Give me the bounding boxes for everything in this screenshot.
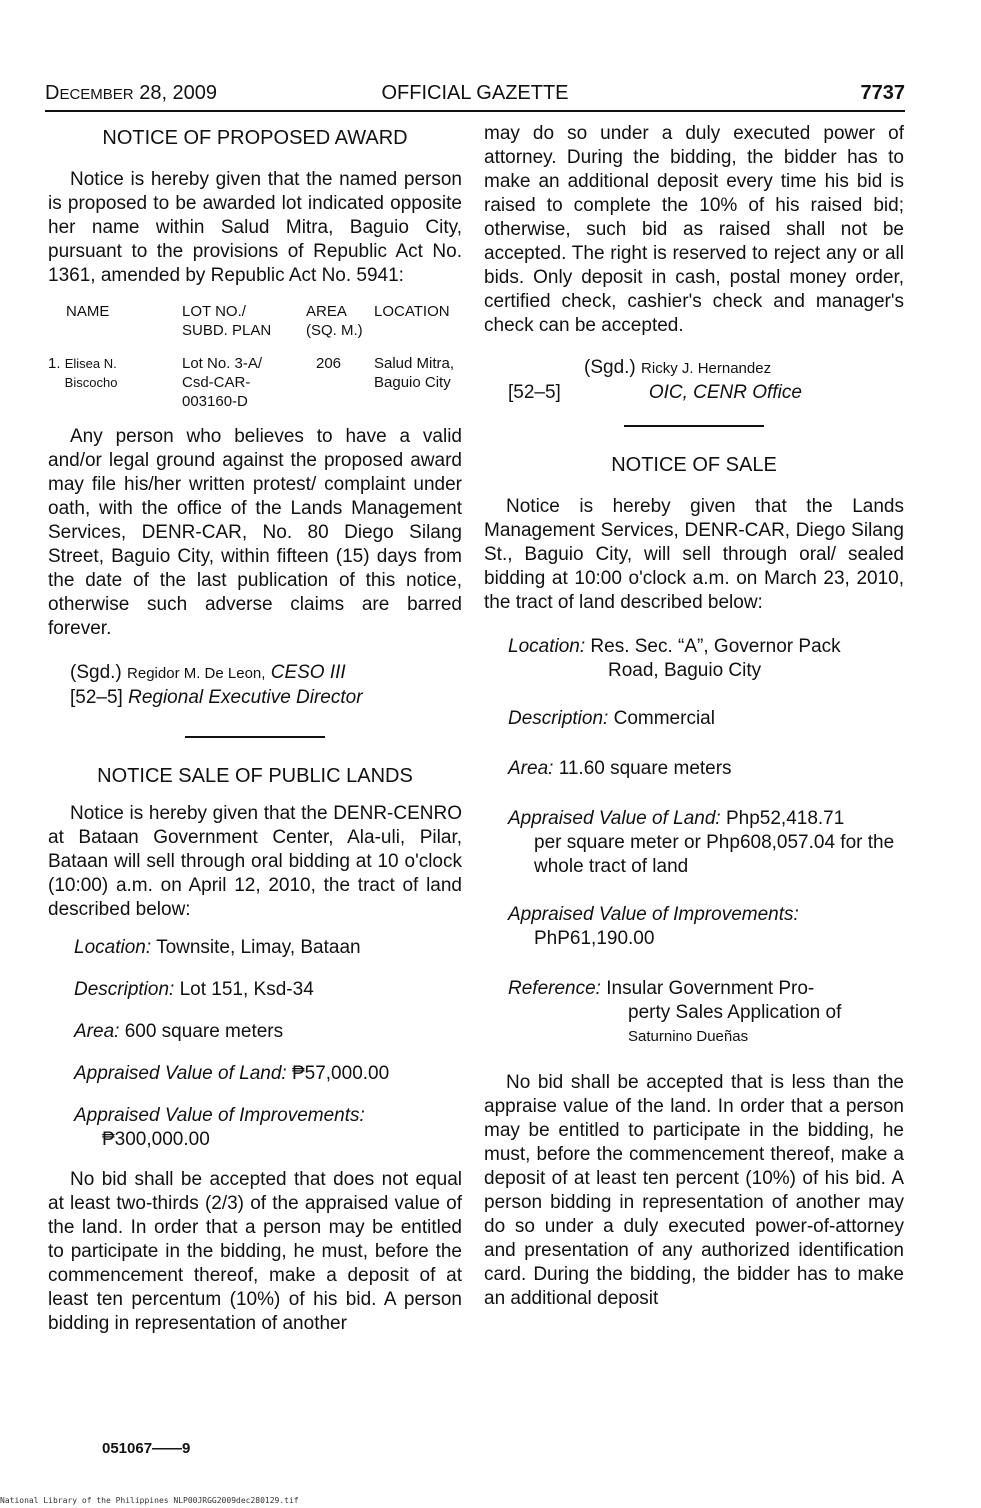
publication-title: OFFICIAL GAZETTE: [381, 82, 569, 104]
row-loc-line1: Salud Mitra,: [374, 355, 455, 372]
sale-land-value-amount: Php52,418.71: [725, 808, 845, 829]
sale-location: [508, 635, 904, 683]
public-land-value-label: Appraised Value of Land:: [74, 1063, 287, 1084]
page-header: [45, 80, 905, 112]
sale-land-value-detail: per square meter or Php608,057.04 for the whole tract of land: [534, 832, 895, 877]
col-name: NAME: [66, 303, 110, 320]
row-name-line1: Elisea N.: [64, 356, 117, 371]
award-body: Any person who believes to have a valid and/or legal ground against the proposed award may file his/her written protest/ complaint under oath, with the office of the Lands Management Services, DENR-CAR, No. 80 Diego Silang Street, Baguio City, within fifteen (15) days from the date of the last publication of this notice, otherwise such adverse claims are barred forever.: [48, 426, 462, 639]
public-description-value: Lot 151, Ksd-34: [179, 979, 314, 1000]
cenr-signatory: Ricky J. Hernandez: [641, 360, 772, 377]
row-loc-line2: Baguio City: [374, 374, 451, 391]
sale-description: [508, 707, 904, 731]
public-area-value: 600 square meters: [124, 1021, 284, 1042]
public-improvements-value: [74, 1104, 462, 1152]
col-lot-line2: SUBD. PLAN: [182, 322, 272, 339]
award-signatory-title: Regional Executive Director: [128, 687, 363, 708]
public-area-label: Area:: [74, 1021, 120, 1042]
cell-area: 206: [316, 355, 342, 372]
issue-date-initial: D: [45, 82, 60, 104]
issue-date-day-year: 28, 2009: [133, 82, 218, 104]
award-signature-line1: [48, 661, 462, 686]
public-lands-body: No bid shall be accepted that does not equal at least two-thirds (2/3) of the appraised value of the land. In order that a person may be entitled to participate in the bidding, he must, before the commencement thereof, make a deposit of at least ten percentum (10%) of his bid. A person bidding in representation of another: [48, 1169, 462, 1334]
public-lands-title: NOTICE SALE OF PUBLIC LANDS: [97, 765, 413, 787]
public-improvements-label: Appraised Value of Improvements:: [74, 1105, 365, 1126]
public-land-value: [74, 1062, 462, 1086]
cenr-sgd: (Sgd.): [584, 357, 636, 378]
award-sgd: (Sgd.): [70, 662, 122, 683]
award-table: [48, 302, 462, 411]
col-lot: [182, 302, 306, 354]
col-lot-line1: LOT NO./: [182, 303, 246, 320]
footer-code: 051067——9: [102, 1440, 191, 1457]
library-stamp: National Library of the Philippines NLP00JRGG2009dec280129.tif: [0, 1496, 299, 1505]
sale-improvements-amount: PhP61,190.00: [534, 928, 655, 949]
public-description: [74, 978, 462, 1002]
award-signature: [48, 661, 462, 710]
sale-area-label: Area:: [508, 758, 554, 779]
public-improvements-amount: ₱300,000.00: [102, 1129, 210, 1150]
issue-date-month: ECEMBER: [59, 86, 134, 103]
award-title: NOTICE OF PROPOSED AWARD: [102, 127, 408, 149]
cell-lot: [182, 354, 306, 411]
sale-description-value: Commercial: [613, 708, 715, 729]
sale-location-line1: Res. Sec. “A”, Governor Pack: [590, 636, 841, 657]
sale-improvements-value: [508, 903, 904, 951]
award-ceso: CESO III: [270, 662, 346, 683]
section-divider: [624, 425, 764, 427]
cenr-ref: [52–5]: [508, 382, 561, 403]
public-land-value-amount: ₱57,000.00: [291, 1063, 390, 1084]
sale-area-value: 11.60 square meters: [558, 758, 732, 779]
page-number: 7737: [860, 82, 905, 104]
sale-body: No bid shall be accepted that is less than the appraise value of the land. In order that a person may be entitled to participate in the bidding, he must, before the commencement thereof, make a deposit of at least ten percent (10%) of his bid. A person bidding in representation of another may do so under a duly executed power-of-attorney and presentation of any authorized identification card. During the bidding, the bidder has to make an additional deposit: [484, 1072, 904, 1309]
cell-location: [374, 354, 462, 411]
sale-title: NOTICE OF SALE: [611, 454, 777, 476]
left-column: [48, 122, 462, 1336]
sale-description-label: Description:: [508, 708, 609, 729]
award-signature-line2: [48, 686, 462, 710]
sale-reference: [508, 977, 904, 1049]
cenr-signature-line2: [484, 381, 904, 405]
public-description-label: Description:: [74, 979, 175, 1000]
public-location-value: Townsite, Limay, Bataan: [156, 937, 361, 958]
sale-reference-line1: Insular Government Pro-: [606, 978, 815, 999]
sale-location-line2: Road, Baguio City: [608, 660, 762, 681]
award-table-header: [48, 302, 462, 354]
public-location-label: Location:: [74, 937, 152, 958]
sale-reference-line2: perty Sales Application of: [628, 1002, 842, 1023]
right-column: [484, 122, 904, 1311]
sale-land-value-label: Appraised Value of Land:: [508, 808, 721, 829]
sale-improvements-label: Appraised Value of Improvements:: [508, 904, 799, 925]
sale-reference-applicant: Saturnino Dueñas: [628, 1028, 749, 1045]
row-lot-line3: 003160-D: [182, 393, 248, 410]
row-lot-line1: Lot No. 3-A/: [182, 355, 263, 372]
award-signatory: Regidor M. De Leon,: [127, 665, 266, 682]
row-number: 1.: [48, 355, 61, 372]
sale-area: [508, 757, 904, 781]
section-divider: [185, 736, 325, 738]
public-lands-intro: Notice is hereby given that the DENR-CENRO at Bataan Government Center, Ala-uli, Pilar, Bataan will sell through oral bidding at 10 o'clock (10:00) a.m. on April 12, 2010, the tract of land described below:: [48, 803, 462, 920]
cell-name: [48, 354, 182, 411]
row-name-line2: Biscocho: [64, 375, 118, 390]
cenr-signatory-title: OIC, CENR Office: [648, 382, 802, 403]
sale-location-label: Location:: [508, 636, 586, 657]
col-area: [306, 302, 374, 354]
sale-reference-label: Reference:: [508, 978, 601, 999]
col-area-line2: (SQ. M.): [306, 322, 363, 339]
row-lot-line2: Csd-CAR-: [182, 374, 251, 391]
continued-text: may do so under a duly executed power of attorney. During the bidding, the bidder has to make an additional deposit every time his bid is raised to complete the 10% of his raised bid; otherwise, such bid as raised shall not be accepted. The right is reserved to reject any or all bids. Only deposit in cash, postal money order, certified check, cashier's check and manager's check can be accepted.: [484, 123, 904, 336]
cenr-signature-line1: [484, 356, 904, 381]
col-area-line1: AREA: [306, 303, 347, 320]
award-ref: [52–5]: [70, 687, 123, 708]
public-area: [74, 1020, 462, 1044]
sale-land-value: [508, 807, 904, 879]
table-row: [48, 354, 462, 411]
award-intro: Notice is hereby given that the named person is proposed to be awarded lot indicated opposite her name within Salud Mitra, Baguio City, pursuant to the provisions of Republic Act No. 1361, amended by Republic Act No. 5941:: [48, 169, 462, 286]
cenr-signature: [484, 356, 904, 405]
public-location: [74, 936, 462, 960]
col-location: LOCATION: [374, 303, 450, 320]
sale-intro: Notice is hereby given that the Lands Management Services, DENR-CAR, Diego Silang St., Baguio City, will sell through oral/ sealed bidding at 10:00 o'clock a.m. on March 23, 2010, the tract of land described below:: [484, 496, 904, 613]
